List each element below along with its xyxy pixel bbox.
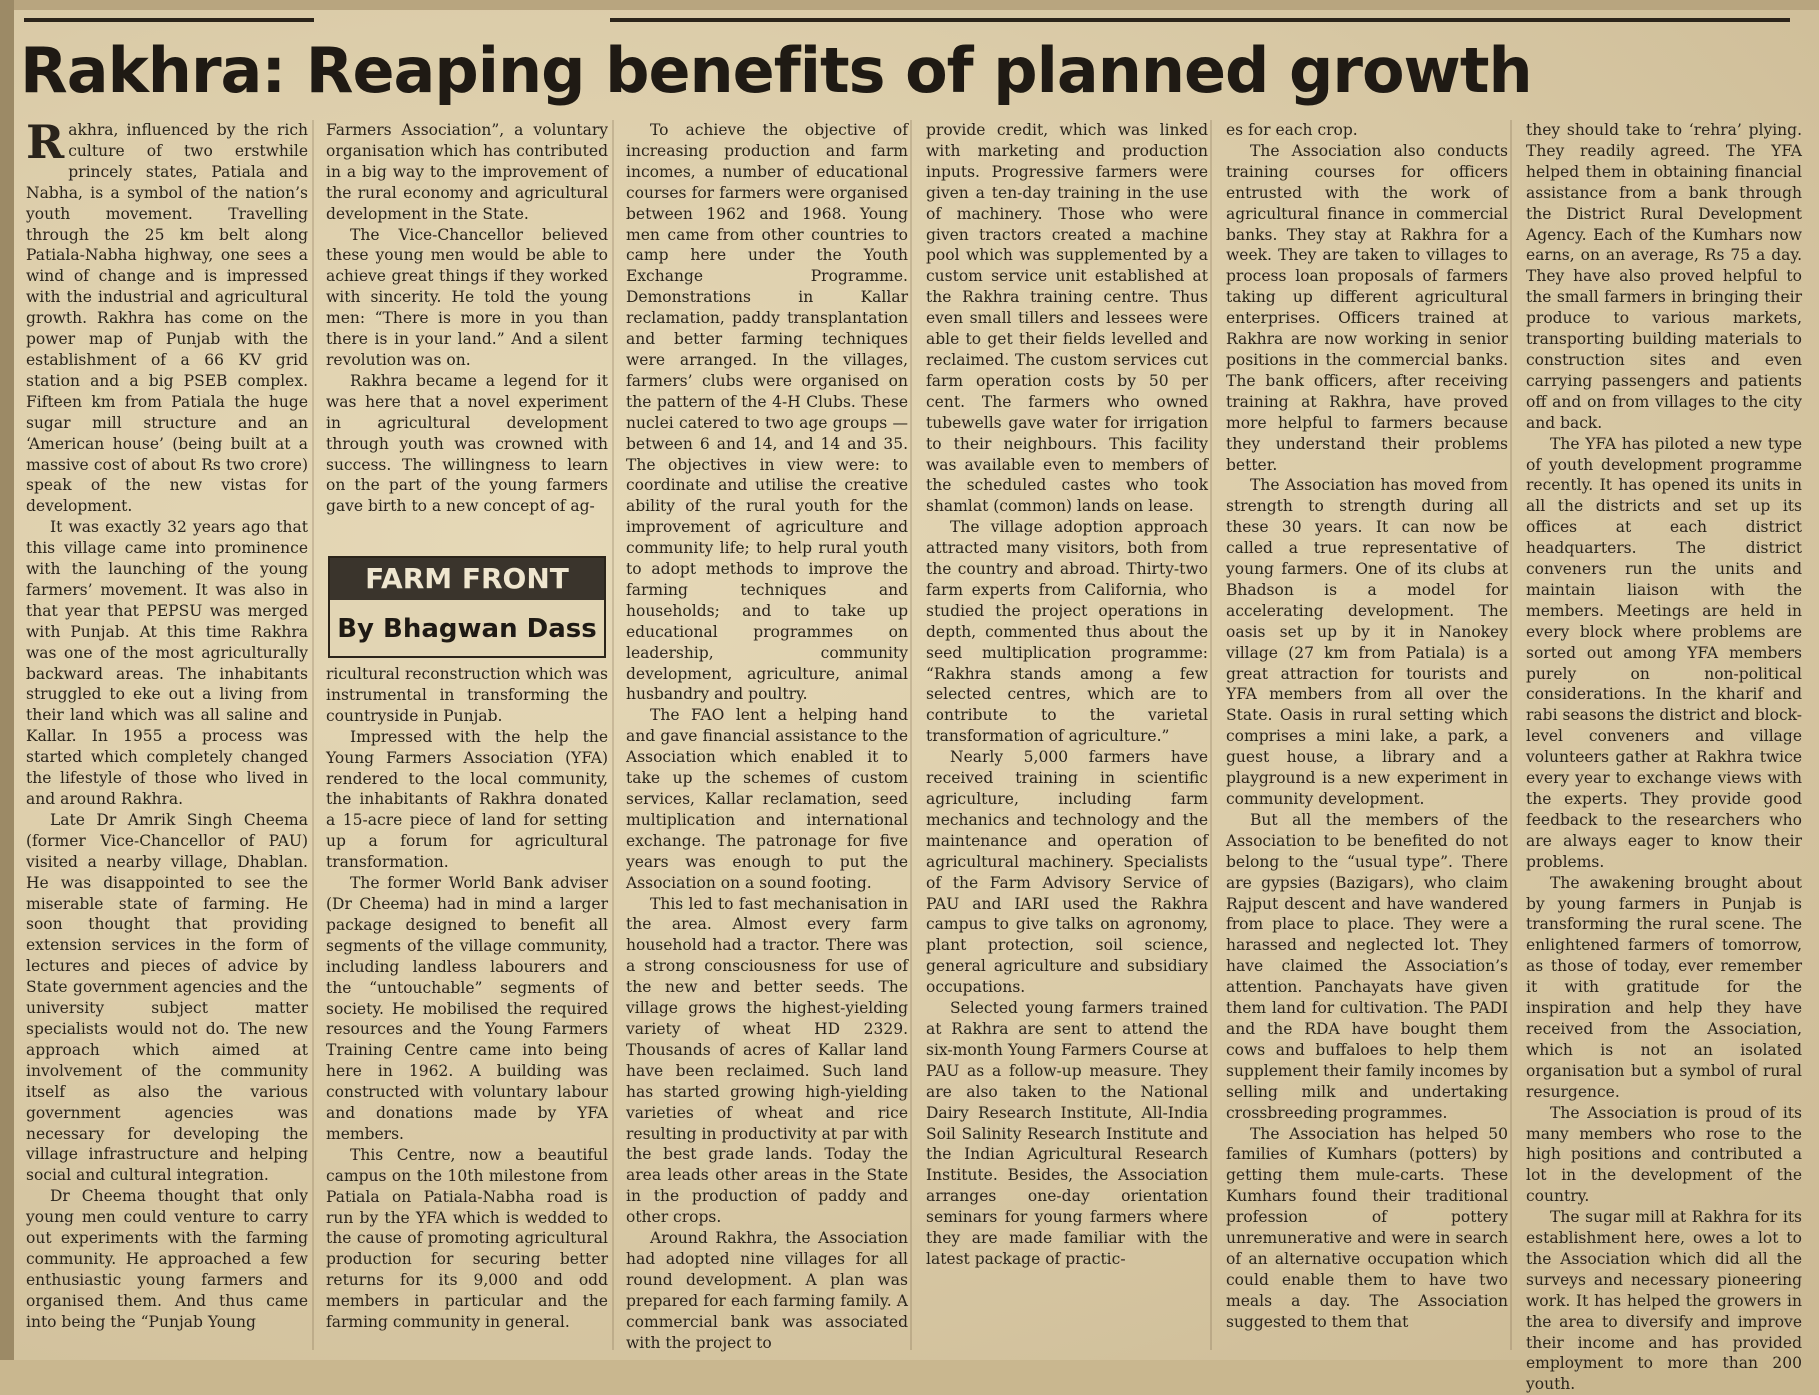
column-gutter <box>1510 120 1512 1350</box>
article-paragraph: Selected young farmers trained at Rakhra are sent to attend the six-month Young Farmers Course at PAU as a follow-up measure. They are also taken to the National Dairy Research Institute, All-India Soil Salinity Research Institute and the Indian Agricultural Research Institute. Besides, the Association arranges one-day orientation seminars for young farmers where they are made familiar with the latest package of practic- <box>926 999 1208 1268</box>
article-column-3 <box>626 120 908 1352</box>
article-paragraph: This led to fast mechanisation in the area. Almost every farm household had a tractor. There was a strong consciousness for use of the new and better seeds. The village grows the highest-yielding variety of wheat HD 2329. Thousands of acres of Kallar land have been reclaimed. Such land has started growing high-yielding varieties of wheat and rice resulting in productivity at par with the best grade lands. Today the area leads other areas in the State in the production of paddy and other crops. <box>626 894 908 1227</box>
article-paragraph: The sugar mill at Rakhra for its establishment here, owes a lot to the Association which did all the surveys and necessary pioneering work. It has helped the growers in the area to diversify and improve their income and has provided employment to more than 200 youth. <box>1526 1208 1802 1394</box>
column-gutter <box>612 120 614 1350</box>
article-paragraph: The Association is proud of its many members who rose to the high positions and contributed a lot in the development of the country. <box>1526 1103 1802 1206</box>
drop-cap: R <box>26 115 65 169</box>
column-logo-box <box>328 556 606 658</box>
article-paragraph: The Association also conducts training courses for officers entrusted with the work of agricultural finance in commercial banks. They stay at Rakhra for a week. They are taken to villages to process loan proposals of farmers taking up different agricultural enterprises. Officers trained at Rakhra are now working in senior positions in the commercial banks. The bank officers, after receiving training at Rakhra, have proved more helpful to farmers because they understand their problems better. <box>1226 141 1508 474</box>
article-paragraph: The YFA has piloted a new type of youth development programme recently. It has opened its units in all the districts and set up its offices at each district headquarters. The district conveners run the units and maintain liaison with the members. Meetings are held in every block where problems are sorted out among YFA members purely on non-political considerations. In the kharif and rabi seasons the district and block-level conveners and village volunteers gather at Rakhra twice every year to exchange views with the experts. They provide good feedback to the researchers who are always eager to know their problems. <box>1526 434 1802 871</box>
article-paragraph: es for each crop. <box>1226 121 1358 139</box>
article-paragraph: The Association has helped 50 families of Kumhars (potters) by getting them mule-carts. These Kumhars found their traditional profession of pottery unremunerative and were in search of an alternative occupation which could enable them to have two meals a day. The Association suggested to them that <box>1226 1124 1508 1331</box>
article-paragraph: Rakhra became a legend for it was here that a novel experiment in agricultural development through youth was crowned with success. The willingness to learn on the part of the young farmers gave birth to a new concept of ag- <box>326 371 608 516</box>
article-paragraph: It was exactly 32 years ago that this village came into prominence with the launching of the young farmers’ movement. It was also in that year that PEPSU was merged with Punjab. At this time Rakhra was one of the most agriculturally backward areas. The inhabitants struggled to eke out a living from their land which was all saline and Kallar. In 1955 a process was started which completely changed the lifestyle of those who lived in and around Rakhra. <box>26 518 308 808</box>
article-column-2-bottom <box>326 664 608 1352</box>
top-rule <box>610 18 1790 22</box>
article-paragraph: The Association has moved from strength to strength during all these 30 years. It can now be called a true representative of young farmers. One of its clubs at Bhadson is a model for accelerating development. The oasis set up by it in Nanokey village (27 km from Patiala) is a great attraction for tourists and YFA members from all over the State. Oasis in rural setting which comprises a mini lake, a park, a guest house, a library and a playground is a new experiment in community development. <box>1226 476 1508 808</box>
paper-edge-left <box>0 0 14 1360</box>
article-paragraph: they should take to ‘rehra’ plying. They readily agreed. The YFA helped them in obtaining financial assistance from a bank through the District Rural Development Agency. Each of the Kumhars now earns, on an average, Rs 75 a day. They have also proved helpful to the small farmers in bringing their produce to various markets, transporting building materials to construction sites and even carrying passengers and patients off and on from villages to the city and back. <box>1526 121 1802 432</box>
column-gutter <box>910 120 912 1350</box>
headline: Rakhra: Reaping benefits of planned growth <box>20 34 1532 107</box>
article-paragraph: The FAO lent a helping hand and gave financial assistance to the Association which enabled it to take up the schemes of custom services, Kallar reclamation, seed multiplication and international exchange. The patronage for five years was enough to put the Association on a sound footing. <box>626 706 908 892</box>
article-paragraph: This Centre, now a beautiful campus on the 10th milestone from Patiala on Patiala-Nabha road is run by the YFA which is wedded to the cause of promoting agricultural production for securing better returns for its 9,000 and odd members in particular and the farming community in general. <box>326 1145 608 1332</box>
article-paragraph: provide credit, which was linked with marketing and production inputs. Progressive farmers were given a ten-day training in the use of machinery. Those who were given tractors created a machine pool which was supplemented by a custom service unit established at the Rakhra training centre. Thus even small tillers and lessees were able to get their fields levelled and reclaimed. The custom services cut farm operation costs by 50 per cent. The farmers who owned tubewells gave water for irrigation to their neighbours. This facility was available even to members of the scheduled castes who took shamlat (common) lands on lease. <box>926 121 1208 516</box>
article-paragraph: The awakening brought about by young farmers in Punjab is transforming the rural scene. The enlightened farmers of tomorrow, as those of today, ever remember it with gratitude for the inspiration and help they have received from the Association, which is not an isolated organisation but a symbol of rural resurgence. <box>1526 873 1802 1101</box>
article-column-1 <box>26 115 308 1352</box>
article-paragraph: Rakhra, influenced by the rich culture of two erstwhile princely states, Patiala and Nabha, is a symbol of the nation’s youth movement. Travelling through the 25 km belt along Patiala-Nabha highway, one sees a wind of change and is impressed with the industrial and agricultural growth. Rakhra has come on the power map of Punjab with the establishment of a 66 KV grid station and a big PSEB complex. Fifteen km from Patiala the huge sugar mill structure and an ‘American house’ (being built at a massive cost of about Rs two crore) speak of the new vistas for development. <box>26 115 308 516</box>
column-gutter <box>1210 120 1212 1350</box>
article-paragraph: ricultural reconstruction which was instrumental in transforming the countryside in Punjab. <box>326 665 608 725</box>
article-paragraph: To achieve the objective of increasing production and farm incomes, a number of educational courses for farmers were organised between 1962 and 1968. Young men came from other countries to camp here under the Youth Exchange Programme. Demonstrations in Kallar reclamation, paddy transplantation and better farming techniques were arranged. In the villages, farmers’ clubs were organised on the pattern of the 4-H Clubs. These nuclei catered to two age groups — between 6 and 14, and 14 and 35. The objectives in view were: to coordinate and utilise the creative ability of the rural youth for the improvement of agriculture and community life; to help rural youth to adopt methods to improve the farming techniques and households; and to take up educational programmes on leadership, community development, agriculture, animal husbandry and poultry. <box>626 121 908 704</box>
article-paragraph: The Vice-Chancellor believed these young men would be able to achieve great things if they worked with sincerity. He told the young men: “There is more in you than there is in your land.” And a silent revolution was on. <box>326 225 608 369</box>
article-paragraph: Farmers Association”, a voluntary organisation which has contributed in a big way to the improvement of the rural economy and agricultural development in the State. <box>326 121 608 223</box>
article-paragraph: Impressed with the help the Young Farmers Association (YFA) rendered to the local community, the inhabitants of Rakhra donated a 15-acre piece of land for setting up a forum for agricultural transformation. <box>326 727 608 872</box>
article-column-5 <box>1226 120 1508 1352</box>
column-gutter <box>312 120 314 1350</box>
article-paragraph: Dr Cheema thought that only young men could venture to carry out experiments with the farming community. He approached a few enthusiastic young farmers and organised them. And thus came into being the “Punjab Young <box>26 1187 308 1331</box>
article-column-4 <box>926 120 1208 1352</box>
article-paragraph: Around Rakhra, the Association had adopted nine villages for all round development. A plan was prepared for each farming family. A commercial bank was associated with the project to <box>626 1229 908 1352</box>
column-title: FARM FRONT <box>330 558 604 600</box>
article-paragraph: The village adoption approach attracted many visitors, both from the country and abroad. Thirty-two farm experts from California, who studied the project operations in depth, commented thus about the seed multiplication programme: “Rakhra stands among a few selected centres, which are to contribute to the varietal transformation of agriculture.” <box>926 518 1208 746</box>
article-paragraph: Late Dr Amrik Singh Cheema (former Vice-Chancellor of PAU) visited a nearby village, Dhablan. He was disappointed to see the miserable state of farming. He soon thought that providing extension services in the form of lectures and pieces of advice by State government agencies and the university subject matter specialists would not do. The new approach which aimed at involvement of the community itself as also the various government agencies was necessary for developing the village infrastructure and helping social and cultural integration. <box>26 810 308 1185</box>
article-paragraph: The former World Bank adviser (Dr Cheema) had in mind a larger package designed to benefit all segments of the village community, including landless labourers and the “untouchable” segments of society. He mobilised the required resources and the Young Farmers Training Centre came into being here in 1962. A building was constructed with voluntary labour and donations made by YFA members. <box>326 874 608 1143</box>
top-rule <box>24 18 314 22</box>
article-column-6 <box>1526 120 1802 1394</box>
byline: By Bhagwan Dass <box>337 614 597 644</box>
article-paragraph: But all the members of the Association to be benefited do not belong to the “usual type”. There are gypsies (Bazigars), who claim Rajput descent and have wandered from place to place. They were a harassed and neglected lot. They have claimed the Association’s attention. Panchayats have given them land for cultivation. The PADI and the RDA have bought them cows and buffaloes to help them supplement their family incomes by selling milk and undertaking crossbreeding programmes. <box>1226 810 1508 1122</box>
article-paragraph: Nearly 5,000 farmers have received training in scientific agriculture, including farm mechanics and technology and the maintenance and operation of agricultural machinery. Specialists of the Farm Advisory Service of PAU and IARI used the Rakhra campus to give talks on agronomy, plant protection, soil science, general agriculture and subsidiary occupations. <box>926 748 1208 997</box>
paper-edge-top <box>0 0 1819 10</box>
article-column-2-top <box>326 120 608 552</box>
